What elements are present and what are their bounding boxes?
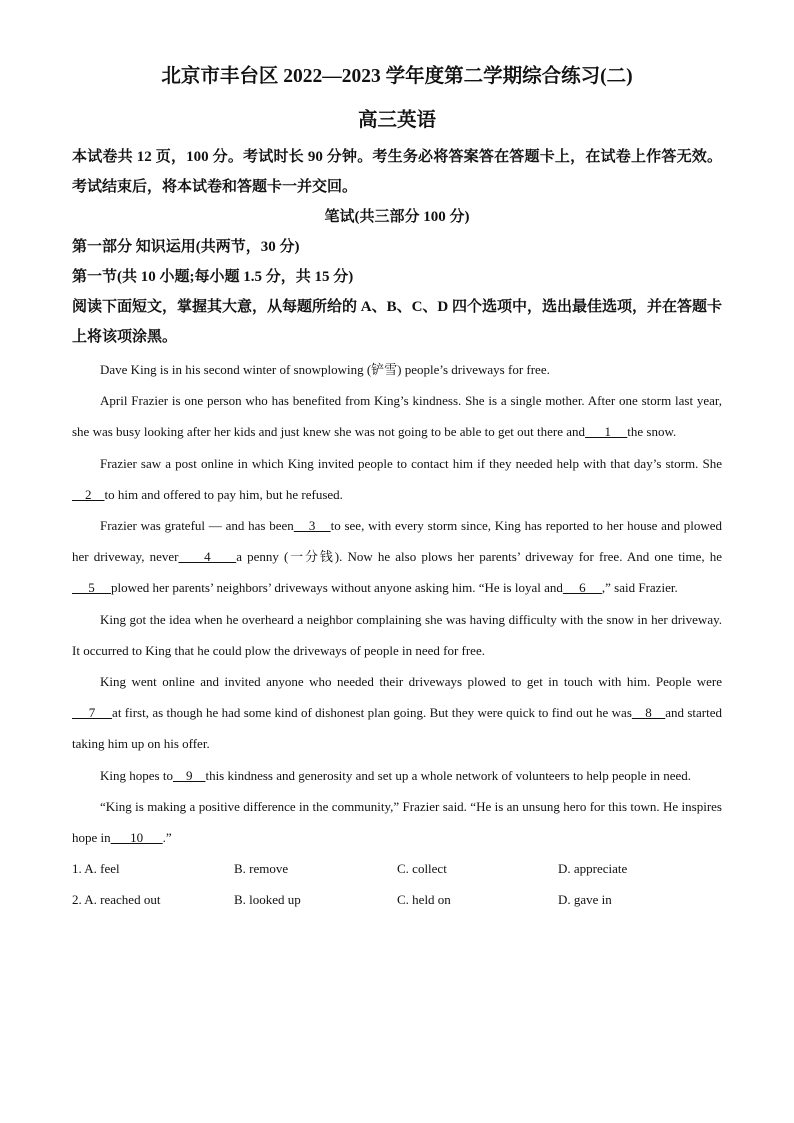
text: to him and offered to pay him, but he refused. <box>104 486 343 502</box>
text: a penny (一分钱). Now he also plows her parents’ driveway for free. And one time, he <box>236 549 722 565</box>
paragraph <box>72 760 722 791</box>
blank-8: 8 <box>631 705 666 721</box>
text: King went online and invited anyone who needed their driveways plowed to get in touch with him. People were <box>100 674 722 690</box>
blank-3: 3 <box>293 518 331 534</box>
text: the snow. <box>627 424 677 440</box>
blank-1: 1 <box>585 424 628 440</box>
text: King hopes to <box>100 767 173 783</box>
passage <box>72 354 722 853</box>
option-c: C. collect <box>397 861 447 877</box>
blank-9: 9 <box>172 767 206 783</box>
text: this kindness and generosity and set up a whole network of volunteers to help people in need. <box>205 767 692 783</box>
text: plowed her parents’ neighbors’ driveways without anyone asking him. “He is loyal and <box>111 580 563 596</box>
option-a: 2. A. reached out <box>72 892 161 908</box>
option-a: 1. A. feel <box>72 861 120 877</box>
paragraph <box>72 666 722 760</box>
subject-title: 高三英语 <box>357 110 436 131</box>
text: “King is making a positive difference in the community,” Frazier said. “He is an unsung hero for this town. He inspires hope in <box>72 798 722 846</box>
paragraph <box>72 604 722 666</box>
blank-7: 7 <box>72 705 113 721</box>
text: ,” said Frazier. <box>601 580 678 596</box>
blank-2: 2 <box>72 486 105 502</box>
text: Frazier saw a post online in which King invited people to contact him if they needed help with that day’s storm. She <box>100 455 722 471</box>
part-heading: 第一部分 知识运用(共两节，30 分) <box>72 239 300 255</box>
text: .” <box>162 830 172 846</box>
text: April Frazier is one person who has benefited from King’s kindness. She is a single mother. After one storm last year, she was busy looking after her kids and just knew she was not going to be able to get out there and <box>72 393 722 440</box>
exam-instructions: 本试卷共 12 页，100 分。考试时长 90 分钟。考生务必将答案答在答题卡上，在试卷上作答无效。考试结束后，将本试卷和答题卡一并交回。 <box>72 149 722 195</box>
question-row <box>72 884 722 915</box>
exam-title: 北京市丰台区 2022—2023 学年度第二学期综合练习(二) <box>161 66 633 87</box>
option-c: C. held on <box>397 892 451 908</box>
paragraph <box>72 354 722 385</box>
option-b: B. remove <box>234 861 289 877</box>
option-d: D. appreciate <box>558 861 628 877</box>
text: Frazier was grateful — and has been <box>100 518 294 534</box>
blank-4: 4 <box>178 549 237 565</box>
blank-6: 6 <box>562 580 602 596</box>
question-list <box>72 853 722 915</box>
text: Dave King is in his second winter of snowplowing (铲雪) people’s driveways for free. <box>100 362 550 377</box>
option-b: B. looked up <box>234 892 301 908</box>
section-heading: 第一节(共 10 小题;每小题 1.5 分，共 15 分) <box>72 269 354 285</box>
text: and started taking him up on his offer. <box>72 705 723 752</box>
paragraph <box>72 510 722 604</box>
option-d: D. gave in <box>558 892 612 908</box>
text: to see, with every storm since, King has reported to her house and plowed her driveway, never <box>72 518 723 565</box>
directions: 阅读下面短文，掌握其大意，从每题所给的 A、B、C、D 四个选项中，选出最佳选项，并在答题卡上将该项涂黑。 <box>72 299 723 345</box>
paragraph <box>72 448 722 510</box>
paragraph <box>72 385 722 447</box>
text: at first, as though he had some kind of dishonest plan going. But they were quick to find out he was <box>112 705 632 721</box>
blank-5: 5 <box>72 580 111 596</box>
question-row <box>72 853 722 884</box>
exam-page <box>72 62 722 915</box>
written-exam-heading: 笔试(共三部分 100 分) <box>324 209 470 225</box>
blank-10: 10 <box>110 830 163 846</box>
paragraph <box>72 791 722 853</box>
text: King got the idea when he overheard a neighbor complaining she was having difficulty with the snow in her driveway. It occurred to King that he could plow the driveways of people in need for free. <box>72 611 722 658</box>
